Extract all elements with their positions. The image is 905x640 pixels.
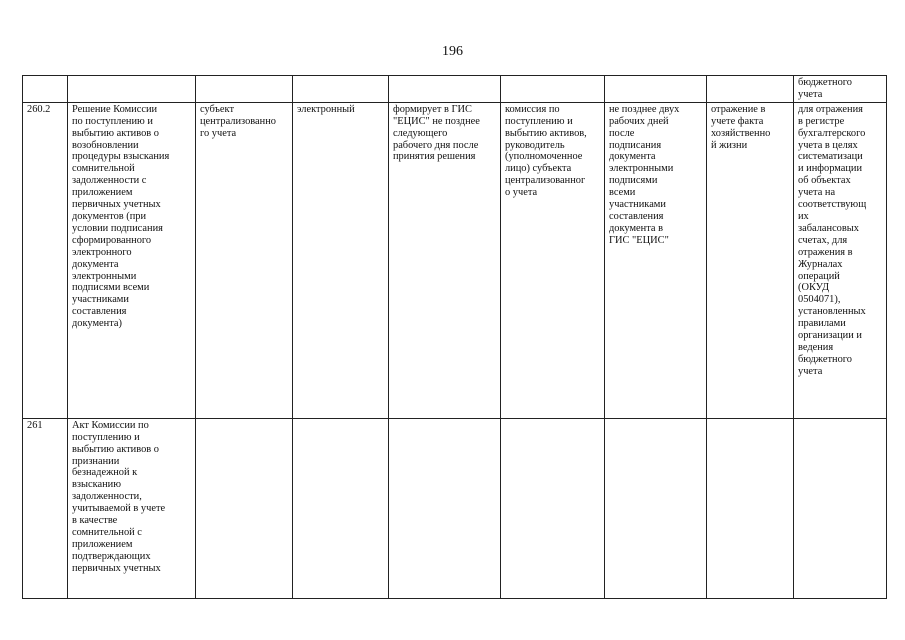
table-cell bbox=[707, 418, 794, 598]
table-cell bbox=[196, 76, 293, 103]
cell-text-line: учета bbox=[798, 88, 823, 100]
table-cell bbox=[68, 102, 196, 418]
table-cell bbox=[501, 102, 605, 418]
cell-text-line: подписями всеми bbox=[72, 282, 150, 294]
cell-text-line: централизованног bbox=[505, 175, 586, 187]
cell-text-line: операций bbox=[798, 270, 840, 282]
cell-text-line: документа bbox=[72, 258, 119, 270]
cell-text-line: первичных учетных bbox=[72, 562, 161, 574]
table-cell bbox=[794, 102, 887, 418]
table-cell bbox=[389, 418, 501, 598]
cell-text-line: условии подписания bbox=[72, 222, 163, 234]
cell-text-line: взысканию bbox=[72, 479, 121, 491]
cell-text-line: рабочего дня после bbox=[393, 139, 479, 151]
cell-text-line: о учета bbox=[505, 187, 538, 199]
cell-text-line: формирует в ГИС bbox=[393, 103, 472, 115]
cell-text-line: рабочих дней bbox=[609, 115, 669, 127]
table-cell bbox=[794, 418, 887, 598]
cell-text-line: учета bbox=[798, 365, 823, 377]
row-number-cell bbox=[23, 76, 68, 103]
cell-text-line: подписями bbox=[609, 175, 658, 187]
document-table bbox=[22, 75, 887, 599]
cell-text-line: безнадежной к bbox=[72, 467, 138, 479]
cell-text-line: поступлению и bbox=[72, 431, 140, 443]
cell-text-line: сформированного bbox=[72, 234, 152, 246]
cell-text-line: учитываемой в учете bbox=[72, 503, 166, 515]
cell-text-line: учета на bbox=[798, 187, 836, 199]
cell-text-line: лицо) субъекта bbox=[505, 163, 572, 175]
table-cell bbox=[501, 76, 605, 103]
cell-text-line: участниками bbox=[609, 199, 666, 211]
table-cell bbox=[68, 418, 196, 598]
cell-text-line: по поступлению и bbox=[72, 115, 153, 127]
cell-text-line: учета в целях bbox=[798, 139, 858, 151]
table-row bbox=[23, 76, 887, 103]
cell-text-line: об объектах bbox=[798, 175, 851, 187]
cell-text-line: хозяйственно bbox=[711, 127, 771, 139]
table-cell bbox=[605, 102, 707, 418]
table-cell bbox=[501, 418, 605, 598]
cell-text-line: документа) bbox=[72, 318, 122, 330]
cell-text-line: систематизаци bbox=[798, 151, 863, 163]
table-cell bbox=[293, 418, 389, 598]
cell-text-line: электронного bbox=[72, 246, 132, 258]
cell-text-line: "ЕЦИС" не позднее bbox=[393, 115, 480, 127]
cell-text-line: (ОКУД bbox=[798, 282, 830, 294]
cell-text-line: правилами bbox=[798, 318, 846, 330]
cell-text-line: процедуры взыскания bbox=[72, 151, 170, 163]
table-cell bbox=[707, 76, 794, 103]
cell-text-line: сомнительной bbox=[72, 163, 135, 175]
cell-text-line: следующего bbox=[393, 127, 448, 139]
cell-text-line: после bbox=[609, 127, 635, 139]
cell-text-line: их bbox=[798, 210, 809, 222]
cell-text-line: руководитель bbox=[505, 139, 565, 151]
cell-text-line: счетах, для bbox=[798, 234, 848, 246]
cell-text-line: подписания bbox=[609, 139, 662, 151]
cell-text-line: го учета bbox=[200, 127, 237, 139]
cell-text-line: всеми bbox=[609, 187, 636, 199]
cell-text-line: ГИС "ЕЦИС" bbox=[609, 234, 669, 246]
row-number-cell: 261 bbox=[23, 418, 68, 598]
cell-text-line: подтверждающих bbox=[72, 550, 151, 562]
cell-text-line: первичных учетных bbox=[72, 199, 161, 211]
cell-text-line: не позднее двух bbox=[609, 103, 680, 115]
cell-text-line: отражения в bbox=[798, 246, 853, 258]
table-cell bbox=[389, 76, 501, 103]
cell-text-line: установленных bbox=[798, 306, 866, 318]
cell-text-line: забалансовых bbox=[798, 222, 859, 234]
cell-text-line: документа bbox=[609, 151, 656, 163]
table-cell bbox=[605, 76, 707, 103]
cell-text-line: составления bbox=[72, 306, 127, 318]
cell-text-line: задолженности, bbox=[72, 491, 142, 503]
cell-text-line: признании bbox=[72, 455, 120, 467]
cell-text-line: принятия решения bbox=[393, 151, 476, 163]
cell-text-line: Акт Комиссии по bbox=[72, 419, 149, 431]
table-cell bbox=[68, 76, 196, 103]
cell-text-line: бухгалтерского bbox=[798, 127, 866, 139]
cell-text-line: ведения bbox=[798, 341, 834, 353]
table-cell bbox=[707, 102, 794, 418]
cell-text-line: задолженности с bbox=[72, 175, 147, 187]
cell-text-line: документов (при bbox=[72, 210, 147, 222]
table-cell bbox=[293, 76, 389, 103]
cell-text-line: выбытию активов, bbox=[505, 127, 587, 139]
cell-text-line: сомнительной с bbox=[72, 526, 142, 538]
row-number-cell: 260.2 bbox=[23, 102, 68, 418]
cell-text-line: выбытию активов о bbox=[72, 127, 159, 139]
table-cell bbox=[605, 418, 707, 598]
table-cell bbox=[196, 418, 293, 598]
table-row bbox=[23, 102, 887, 418]
cell-text-line: учете факта bbox=[711, 115, 764, 127]
cell-text-line: Журналах bbox=[798, 258, 843, 270]
cell-text-line: субъект bbox=[200, 103, 234, 115]
cell-text-line: для отражения bbox=[798, 103, 863, 115]
cell-text-line: электронный bbox=[297, 103, 355, 115]
cell-text-line: возобновлении bbox=[72, 139, 139, 151]
cell-text-line: документа в bbox=[609, 222, 663, 234]
cell-text-line: (уполномоченное bbox=[505, 151, 583, 163]
cell-text-line: электронными bbox=[72, 270, 137, 282]
cell-text-line: поступлению и bbox=[505, 115, 573, 127]
cell-text-line: й жизни bbox=[711, 139, 748, 151]
cell-text-line: в качестве bbox=[72, 515, 118, 527]
cell-text-line: отражение в bbox=[711, 103, 766, 115]
cell-text-line: Решение Комиссии bbox=[72, 103, 158, 115]
cell-text-line: выбытию активов о bbox=[72, 443, 159, 455]
cell-text-line: организации и bbox=[798, 330, 862, 342]
cell-text-line: приложением bbox=[72, 187, 133, 199]
table-cell bbox=[389, 102, 501, 418]
cell-text-line: 0504071), bbox=[798, 294, 841, 306]
table-cell bbox=[196, 102, 293, 418]
cell-text-line: участниками bbox=[72, 294, 129, 306]
cell-text-line: составления bbox=[609, 210, 664, 222]
page-number: 196 bbox=[442, 44, 463, 59]
table-cell bbox=[794, 76, 887, 103]
table-row bbox=[23, 418, 887, 598]
cell-text-line: бюджетного bbox=[798, 353, 852, 365]
cell-text-line: соответствующ bbox=[798, 199, 867, 211]
cell-text-line: и информации bbox=[798, 163, 863, 175]
cell-text-line: электронными bbox=[609, 163, 674, 175]
cell-text-line: комиссия по bbox=[505, 103, 560, 115]
cell-text-line: централизованно bbox=[200, 115, 276, 127]
cell-text-line: в регистре bbox=[798, 115, 845, 127]
cell-text-line: приложением bbox=[72, 538, 133, 550]
cell-text-line: бюджетного bbox=[798, 77, 852, 88]
table-cell bbox=[293, 102, 389, 418]
